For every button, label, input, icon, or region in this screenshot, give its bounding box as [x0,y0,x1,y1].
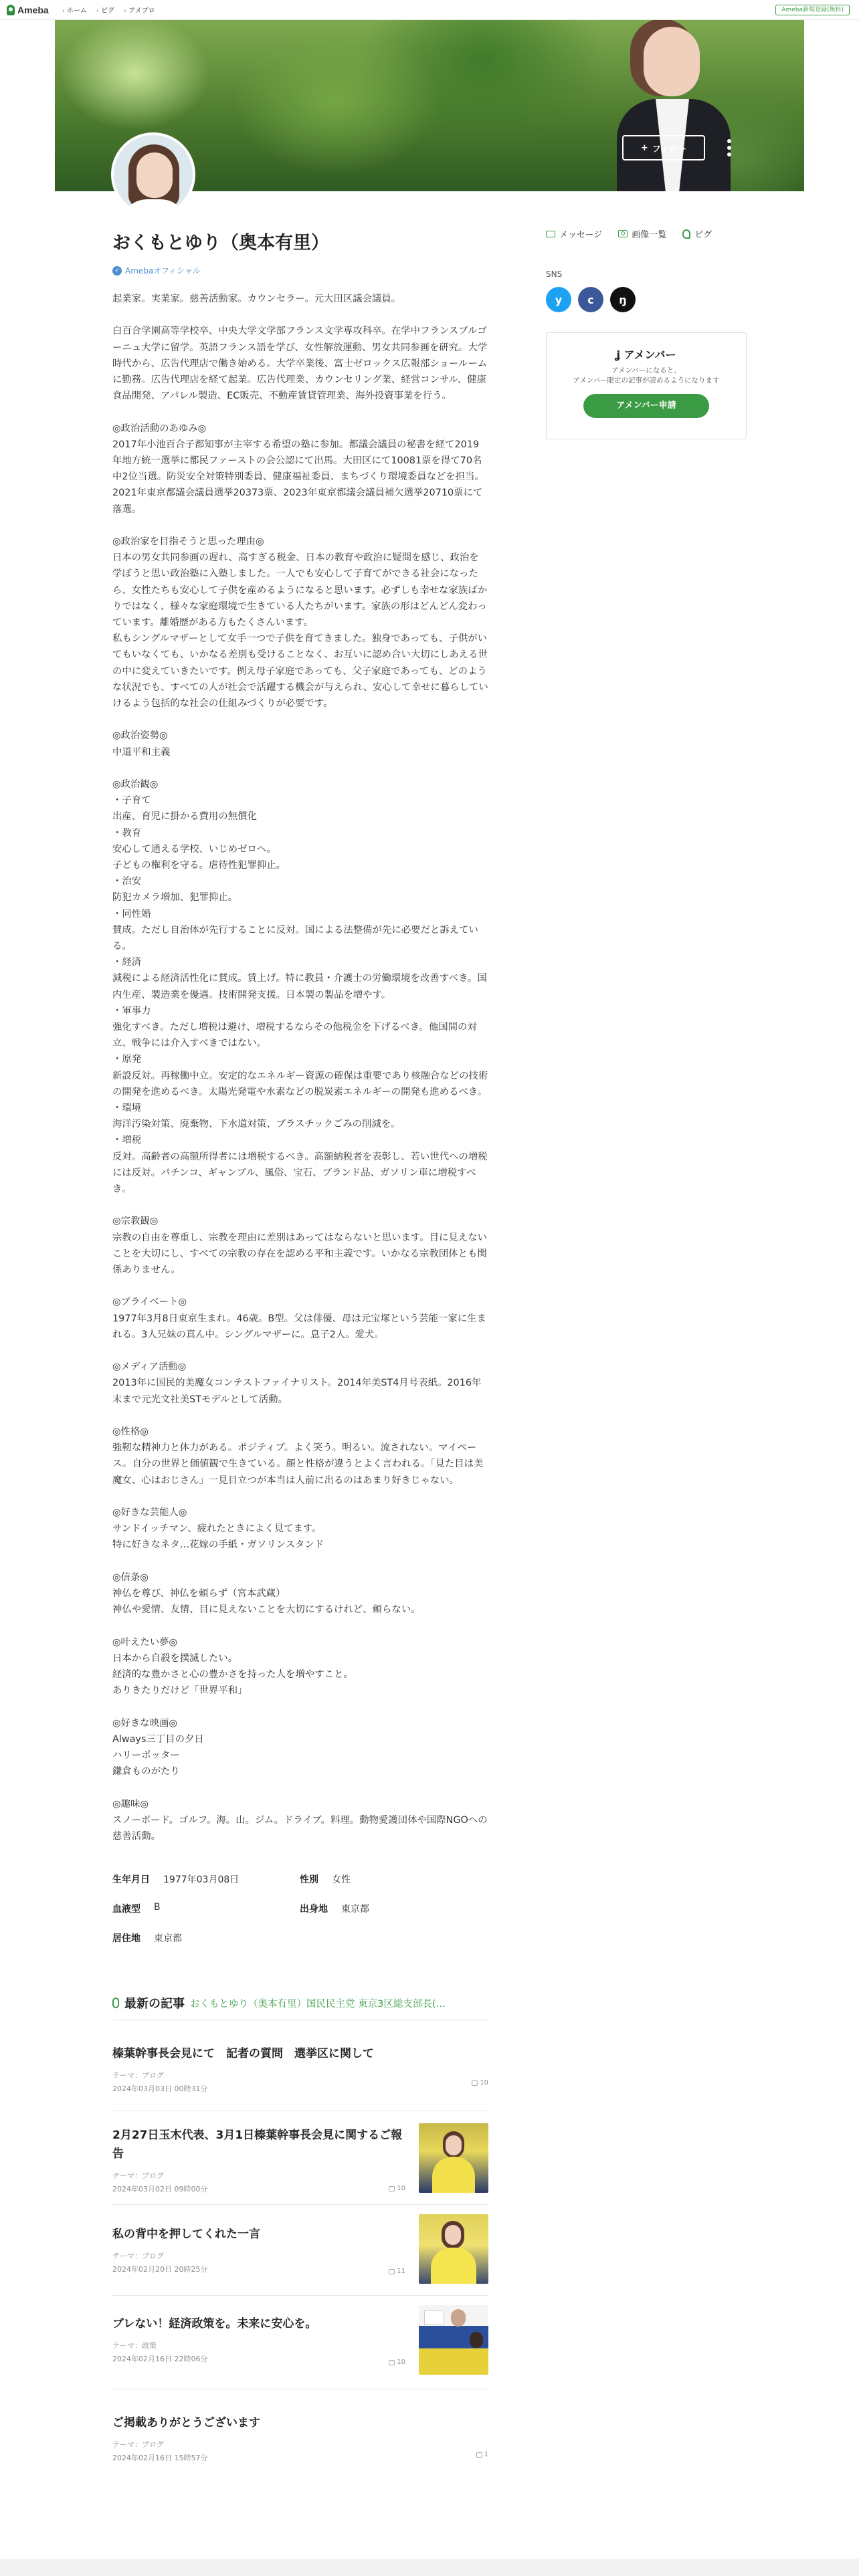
entry-item[interactable] [112,2296,488,2389]
signup-link[interactable]: Ameba新規登録(無料) [775,5,850,15]
top-nav [0,0,859,20]
entry-title[interactable]: 榛葉幹事長会見にて 記者の質問 選挙区に関して [112,2047,374,2061]
avatar [111,132,195,217]
entry-date: 2024年03月03日 00時31分 [112,2084,208,2094]
official-label: Amebaオフィシャル [125,266,201,276]
bio-paragraph: ◎政治姿勢◎ 中道平和主義 [112,730,171,758]
plus-icon: + [640,142,648,153]
residence-value: 東京都 [154,1933,182,1945]
blood-value: B [154,1902,161,1913]
gender-value: 女性 [332,1874,351,1886]
twitter-icon[interactable]: y [546,287,571,312]
entry-title[interactable]: 2月27日玉木代表、3月1日榛葉幹事長会見に関するご報告 [112,2129,403,2161]
bio-paragraph: ◎叶えたい夢◎ 日本から自殺を撲滅したい。 経済的な豊かさと心の豊かさを持った人を増やすこと。 ありきたりだけど「世界平和」 [112,1636,353,1697]
amember-apply-button[interactable]: アメンバー申請 [583,394,709,418]
entry-date: 2024年02月16日 15時57分 [112,2454,208,2463]
entry-thumbnail[interactable] [419,2305,488,2375]
pigg-link[interactable] [682,227,712,240]
bio-paragraph: ◎政治活動のあゆみ◎ 2017年小池百合子都知事が主宰する希望の塾に参加。都議会議員の秘書を経て2019年地方統一選挙に都民ファーストの会公認にて出馬。大田区にて10081票を得て70名中2位当選。防災安全対策特別委員、健康福祉委員、まちづくり環境委員などを担当。2021年東京都議会議員選挙20373票、2023年東京都議会議員補欠選挙20710票にて落選。 [112,423,484,515]
entry-theme[interactable]: テーマ：政策 [112,2341,157,2351]
bio-paragraph: 白百合学園高等学校卒、中央大学文学部フランス文学専攻科卒。在学中フランスブルゴーニュ大学に留学。英語フランス語を学び、女性解放運動、男女共同参画を研究。大学時代から、広告代理店で働き始める。大学卒業後、富士ゼロックス広報部ショールームに勤務。広告代理店を経て起業。広告代理業、カウンセリング業、経営コンサル、健康食品開発、アパレル製造、EC販売、不動産賃貸管理業、海外投資事業を行う。 [112,326,488,402]
ameba-logo-icon [7,5,15,15]
pigg-icon [682,229,690,239]
entry-theme[interactable]: テーマ：ブログ [112,2440,164,2450]
birthplace-value: 東京都 [341,1904,369,1915]
pigg-label: ピグ [694,230,712,240]
more-options-icon[interactable] [727,139,731,156]
bio-paragraph: ◎趣味◎ スノーボード。ゴルフ。海。山。ジム。ドライブ。料理。動物愛護団体や国際NGOへの慈善活動。 [112,1798,488,1842]
bio-paragraph: ◎信条◎ 神仏を尊び、神仏を頼らず（宮本武蔵） 神仏や愛情、友情、目に見えないことを大切にするけれど、頼らない。 [112,1572,421,1616]
entry-item[interactable] [112,2389,488,2474]
blog-icon [112,1998,119,2008]
profile-name: おくもとゆり（奥本有里） [112,233,329,253]
amember-icon: ʝ [616,348,620,361]
bio-paragraph: 起業家。実業家。慈善活動家。カウンセラー。元大田区議会議員。 [112,294,401,304]
entry-theme[interactable]: テーマ：ブログ [112,2252,164,2261]
entry-item[interactable] [112,2111,488,2205]
follow-label: フォロー [652,144,687,154]
mail-icon [546,231,555,237]
entry-date: 2024年03月02日 09時00分 [112,2185,208,2194]
amember-description: アメンバーになると、 アメンバー限定の記事が読めるようになります [573,366,720,385]
entry-item[interactable] [112,2205,488,2296]
comment-count: 11 [389,2268,405,2275]
bio-paragraph: ◎政治家を目指そうと思った理由◎ 日本の男女共同参画の遅れ、高すぎる税金、日本の教育や政治に疑問を感じ、政治を学ぼうと思い政治塾に入塾しました。一人でも安心して子育てができる社会になったら、女性たちも安心して子供を産めるようになると思います。必ずしも幸せな家族ばかりではなく、様々な家庭環境で生きている人たちがいます。家族の形はどんどん変わっています。離婚歴がある方もたくさんいます。 私もシングルマザーとして女手一つで子供を育てきました。独身であっても、子供がいてもいなくても、いかなる差別も受けることなく、お互いに認め合い大切にしあえる世の中に変えていきたいです。例え母子家庭であっても、父子家庭であっても、どのような状況でも、すべての人が社会で活躍する機会が与えられ、安心して幸せに暮らしていけるよう包括的な社会の仕組みづくりが必要です。 [112,536,488,710]
entry-theme[interactable]: テーマ：ブログ [112,2171,164,2181]
entry-title[interactable]: 私の背中を押してくれた一言 [112,2228,260,2242]
nav-ameblo-link[interactable]: › アメブロ [124,5,155,15]
nav-home-link[interactable]: › ホーム [62,5,87,15]
image-list-label: 画像一覧 [632,230,667,240]
entry-title[interactable]: ブレない！経済政策を。未来に安心を。 [112,2317,317,2331]
gender-label: 性別 [300,1874,318,1886]
hero-photo [603,20,737,191]
page-footer [0,2559,859,2576]
entry-date: 2024年02月20日 20時25分 [112,2265,208,2274]
bio-paragraph: ◎メディア活動◎ 2013年に国民的美魔女コンテストファイナリスト。2014年美ST4月号表紙。2016年末まで元光文社美STモデルとして活動。 [112,1362,482,1405]
bio-paragraph: ◎好きな芸能人◎ サンドイッチマン、疲れたときによく見てます。 特に好きなネタ…花嫁の手紙・ガソリンスタンド [112,1507,324,1551]
birthplace-label: 出身地 [300,1904,328,1915]
bio-paragraph: ◎政治観◎ ・子育て 出産、育児に掛かる費用の無償化 ・教育 安心して通える学校、いじめゼロへ。 子どもの権利を守る。虐待性犯罪抑止。 ・治安 防犯カメラ増加、犯罪抑止。 ・同性婚 賛成。ただし自治体が先行することに反対。国による法整備が先に必要だと訴えている。 ・経済 減税による経済活性化に賛成。賃上げ。特に教員・介護士の労働環境を改善すべき。国内生産、製造業を優遇。技術開発支援。日本製の製品を増やす。 ・軍事力 強化すべき。ただし増税は避け、増税するならその他税金を下げるべき。他国間の対立、戦争には介入すべきではない。 ・原発 新設反対。再稼働中立。安定的なエネルギー資源の確保は重要であり核融合などの技術の開発を進めるべき。太陽光発電や水素などの脱炭素エネルギーの開発も進めるべき。 ・環境 海洋汚染対策、廃棄物、下水道対策、プラスチックごみの削減を。 ・増税 反対。高齢者の高額所得者には増税するべき。高額納税者を表彰し、若い世代への増税には反対。パチンコ、ギャンブル、風俗、宝石、ブランド品、ガソリン車に増税すべき。 [112,779,488,1195]
message-label: メッセージ [559,230,603,240]
entry-thumbnail[interactable] [419,2123,488,2193]
comment-count: 10 [389,2359,405,2366]
latest-entries-header [112,1994,488,2020]
message-link[interactable] [546,227,602,240]
tiktok-icon[interactable]: ŋ [610,287,636,312]
comment-count: 10 [472,2079,488,2086]
blog-title-link[interactable]: おくもとゆり（奥本有里）国民民主党 東京3区総支部長(… [190,1998,446,2010]
amember-title [547,346,746,362]
birthday-value: 1977年03月08日 [163,1874,240,1886]
comment-count: 10 [389,2185,405,2192]
entry-date: 2024年02月16日 22時06分 [112,2355,208,2364]
bio-paragraph: ◎宗教観◎ 宗教の自由を尊重し、宗教を理由に差別はあってはならないと思います。目に見えないことを大切にし、すべての宗教の存在を認める平和主義です。いかなる宗教団体とも関係ありません。 [112,1216,487,1276]
entry-title[interactable]: ご掲載ありがとうございます [112,2416,260,2430]
blood-label: 血液型 [112,1904,140,1915]
sns-label: SNS [546,270,563,279]
ameba-logo[interactable] [7,5,49,15]
bio-paragraph: ◎性格◎ 強靭な精神力と体力がある。ポジティブ。よく笑う。明るい。流されない。マイペース。自分の世界と価値観で生きている。顔と性格が違うとよく言われる。「見た目は美魔女、心はおじさん」一見目立つが本当は人前に出るのはあまり好きじゃない。 [112,1426,484,1486]
official-check-icon: ✓ [112,266,122,276]
profile-bio [112,291,488,1844]
follow-button[interactable] [622,135,705,160]
camera-icon [618,230,628,237]
facebook-icon[interactable]: c [578,287,603,312]
image-list-link[interactable] [618,227,666,240]
logo-text: Ameba [17,4,49,15]
entry-item[interactable] [112,2020,488,2111]
profile-main [112,231,488,2474]
amember-box [546,332,747,439]
sns-links [546,287,747,312]
profile-details [112,1864,488,1953]
entry-theme[interactable]: テーマ：ブログ [112,2071,164,2080]
amember-title-text: アメンバー [624,348,676,361]
nav-pigg-link[interactable]: › ピグ [96,5,114,15]
bio-paragraph: ◎好きな映画◎ Always三丁目の夕日 ハリーポッター 鎌倉ものがたり [112,1717,204,1778]
comment-count: 1 [476,2451,488,2458]
bio-paragraph: ◎プライベート◎ 1977年3月8日東京生まれ。46歳。B型。父は俳優、母は元宝塚という芸能一家に生まれる。3人兄妹の真ん中。シングルマザーに。息子2人。愛犬。 [112,1297,486,1340]
entry-thumbnail[interactable] [419,2214,488,2284]
residence-label: 居住地 [112,1933,140,1945]
official-badge[interactable] [112,265,488,276]
birthday-label: 生年月日 [112,1874,150,1886]
latest-entries-title: 最新の記事 [124,1997,185,2012]
profile-sidebar [546,227,747,439]
